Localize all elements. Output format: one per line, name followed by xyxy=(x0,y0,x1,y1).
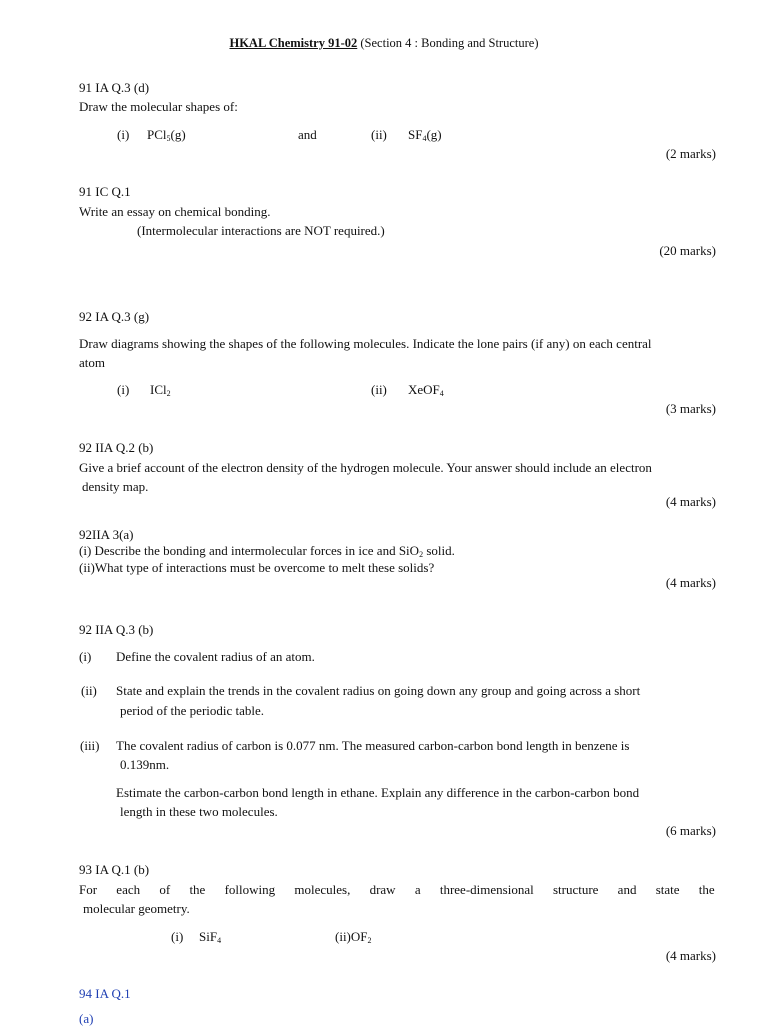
question-text: State and explain the trends in the covalent radius on going down any group and going across a short xyxy=(116,683,641,698)
part-label: (i) xyxy=(117,127,130,142)
question-ref: 91 IC Q.1 xyxy=(79,184,131,199)
question-ref: 91 IA Q.3 (d) xyxy=(79,80,150,95)
question-ref: 93 IA Q.1 (b) xyxy=(79,862,150,877)
conjunction: and xyxy=(298,127,317,142)
formula-sif4: SiF$_4$ xyxy=(199,929,222,945)
marks: (3 marks) xyxy=(665,401,716,416)
question-part-i: (i) Describe the bonding and intermolecular forces in ice and SiO$_2$ solid. xyxy=(79,543,455,559)
part-label: (i) xyxy=(117,382,130,397)
formula-of2: $(ii)OF_2$ xyxy=(335,929,372,945)
question-part-ii: (ii)What type of interactions must be overcome to melt these solids? xyxy=(79,560,435,575)
question-ref: 94 IA Q.1 xyxy=(79,986,131,1001)
question-text: Draw the molecular shapes of: xyxy=(79,99,238,114)
question-note: (Intermolecular interactions are NOT required.) xyxy=(137,223,385,238)
question-text: Estimate the carbon-carbon bond length in ethane. Explain any difference in the carbon-carbon bond xyxy=(116,785,640,800)
formula-icl2: ICl$_2$ xyxy=(150,382,171,398)
marks: (4 marks) xyxy=(665,575,716,590)
part-label: (ii) xyxy=(81,683,97,698)
question-text-cont: 0.139nm. xyxy=(120,757,170,772)
question-ref: 92 IA Q.3 (g) xyxy=(79,309,150,324)
marks: (2 marks) xyxy=(665,146,716,161)
marks: (20 marks) xyxy=(659,243,716,258)
marks: (4 marks) xyxy=(665,948,716,963)
question-text: The covalent radius of carbon is 0.077 nm. The measured carbon-carbon bond length in benzene is xyxy=(116,738,630,753)
question-text-cont: molecular geometry. xyxy=(83,901,190,916)
question-ref: 92 IIA Q.3 (b) xyxy=(79,622,154,637)
question-text: Draw diagrams showing the shapes of the following molecules. Indicate the lone pairs (if any) on each central xyxy=(79,336,652,351)
question-text: Give a brief account of the electron density of the hydrogen molecule. Your answer should include an electron xyxy=(79,460,652,475)
page-title: HKAL Chemistry 91-02 (Section 4 : Bonding and Structure) xyxy=(229,36,539,50)
formula-sf4: $SF_4(g)$ xyxy=(408,127,442,143)
question-text-cont: density map. xyxy=(82,479,149,494)
part-label: (i) xyxy=(171,929,184,944)
question-ref: 92IIA 3(a) xyxy=(79,527,134,542)
part-label: (a) xyxy=(79,1011,94,1026)
question-text-cont: length in these two molecules. xyxy=(120,804,278,819)
question-text-cont: atom xyxy=(79,355,105,370)
question-ref: 92 IIA Q.2 (b) xyxy=(79,440,154,455)
part-label: (iii) xyxy=(80,738,100,753)
question-text: Write an essay on chemical bonding. xyxy=(79,204,271,219)
marks: (4 marks) xyxy=(665,494,716,509)
question-text-cont: period of the periodic table. xyxy=(120,703,265,718)
part-label: (ii) xyxy=(371,127,387,142)
marks: (6 marks) xyxy=(665,823,716,838)
part-label: (i) xyxy=(79,649,92,664)
question-text: For each of the following molecules, draw a three-dimensional structure and state the xyxy=(79,882,715,897)
formula-xeof4: XeOF$_4$ xyxy=(408,382,444,398)
part-label: (ii) xyxy=(371,382,387,397)
question-text: Define the covalent radius of an atom. xyxy=(116,649,315,664)
formula-pcl5: PCl$_5$(g) xyxy=(147,127,186,143)
